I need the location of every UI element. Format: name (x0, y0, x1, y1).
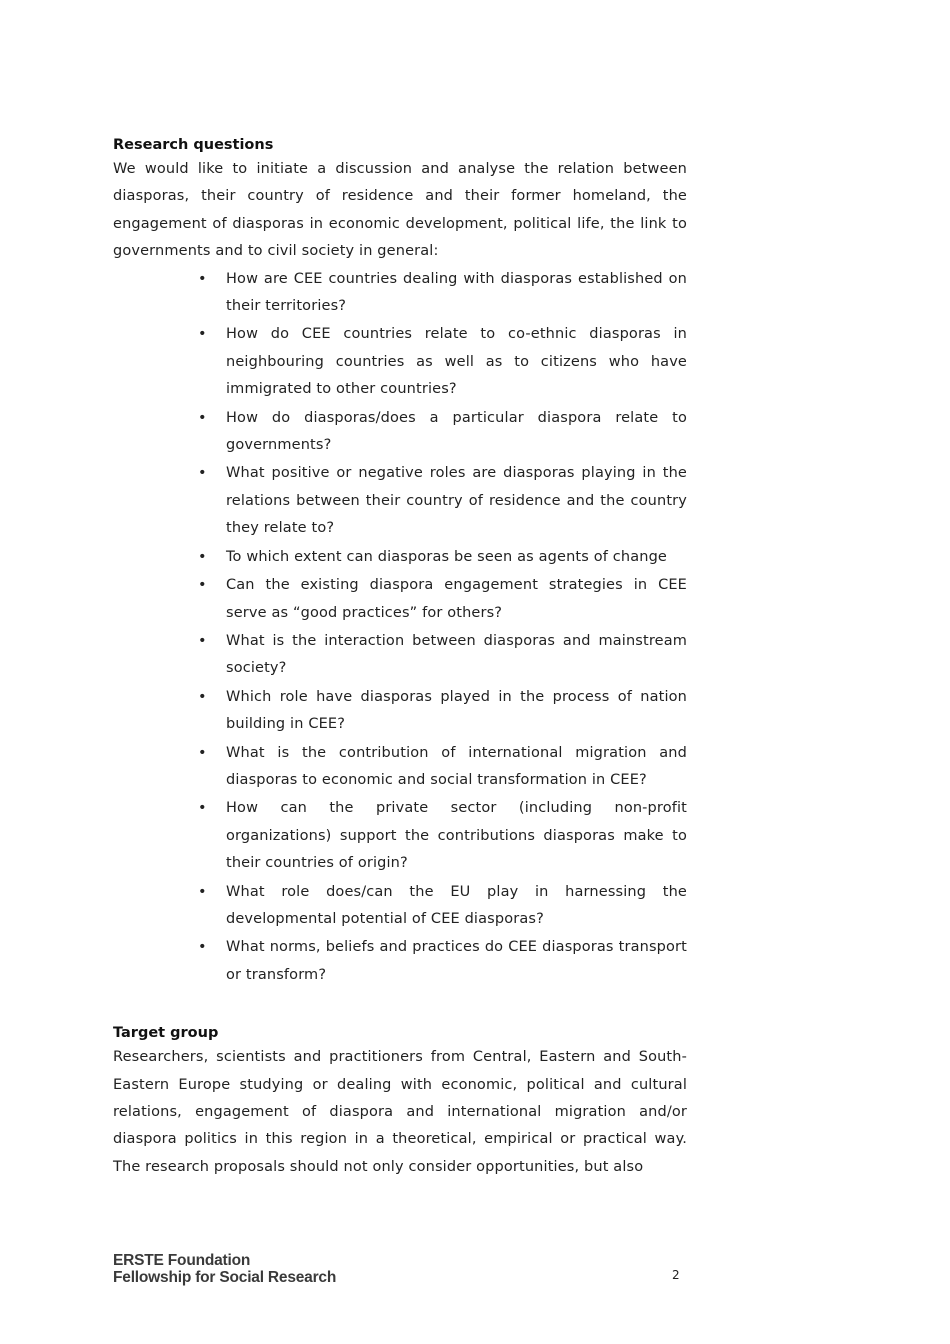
question-text: Which role have diasporas played in the process of nation building in CEE? (226, 688, 687, 733)
list-item (198, 684, 687, 739)
research-intro-paragraph: We would like to initiate a discussion and analyse the relation between diasporas, their country of residence and their former homeland, the engagement of diasporas in economic development, political life, the link to governments and to civil society in general: (113, 161, 687, 260)
bullet-icon: • (198, 744, 207, 761)
erste-foundation-logo (113, 1252, 336, 1286)
question-text: Can the existing diaspora engagement strategies in CEE serve as “good practices” for others? (226, 577, 687, 621)
bullet-icon: • (198, 326, 207, 343)
target-group-heading: Target group (113, 1025, 219, 1042)
page-content (113, 135, 687, 1181)
target-group-paragraph: Researchers, scientists and practitioners from Central, Eastern and South-Eastern Europe studying or dealing with economic, political and cultural relations, engagement of diaspora and international migration and/or diaspora politics in this region in a theoretical, empirical or practical way. The research proposals should not only consider opportunities, but also (113, 1049, 687, 1175)
research-questions-heading: Research questions (113, 137, 274, 153)
bullet-icon: • (198, 632, 207, 649)
list-item (198, 266, 687, 321)
bullet-icon: • (198, 548, 207, 565)
page-number: 2 (672, 1268, 680, 1282)
question-text: What norms, beliefs and practices do CEE diasporas transport or transform? (226, 939, 687, 983)
list-item (198, 321, 687, 403)
list-item (198, 572, 687, 627)
list-item (198, 460, 687, 542)
bullet-icon: • (198, 800, 207, 817)
question-text: How are CEE countries dealing with diasporas established on their territories? (226, 270, 687, 315)
list-item (198, 740, 687, 795)
question-text: How can the private sector (including non-profit organizations) support the contributions diasporas make to their countries of origin? (226, 800, 687, 872)
logo-line-2: Fellowship for Social Research (113, 1269, 337, 1286)
list-item (198, 405, 687, 460)
bullet-icon: • (198, 883, 207, 900)
bullet-icon: • (198, 688, 207, 705)
list-item (198, 544, 687, 571)
list-item (198, 879, 687, 934)
bullet-icon: • (198, 465, 207, 482)
bullet-icon: • (198, 577, 207, 594)
question-text: What role does/can the EU play in harnessing the developmental potential of CEE diasporas? (226, 883, 687, 927)
list-item (198, 795, 687, 877)
bullet-icon: • (198, 409, 207, 426)
question-text: To which extent can diasporas be seen as agents of change (226, 548, 668, 565)
list-item (198, 934, 687, 989)
bullet-icon: • (198, 939, 207, 956)
question-text: How do CEE countries relate to co-ethnic diasporas in neighbouring countries as well as to citizens who have immigrated to other countries? (226, 326, 687, 398)
question-text: What is the interaction between diasporas and mainstream society? (226, 632, 687, 677)
question-text: What is the contribution of international migration and diasporas to economic and social transformation in CEE? (226, 744, 687, 788)
bullet-icon: • (198, 270, 207, 287)
question-text: How do diasporas/does a particular diaspora relate to governments? (226, 409, 687, 454)
research-questions-list (113, 266, 687, 990)
list-item (198, 628, 687, 683)
question-text: What positive or negative roles are diasporas playing in the relations between their country of residence and the country they relate to? (226, 465, 687, 537)
logo-line-1: ERSTE Foundation (113, 1252, 251, 1269)
